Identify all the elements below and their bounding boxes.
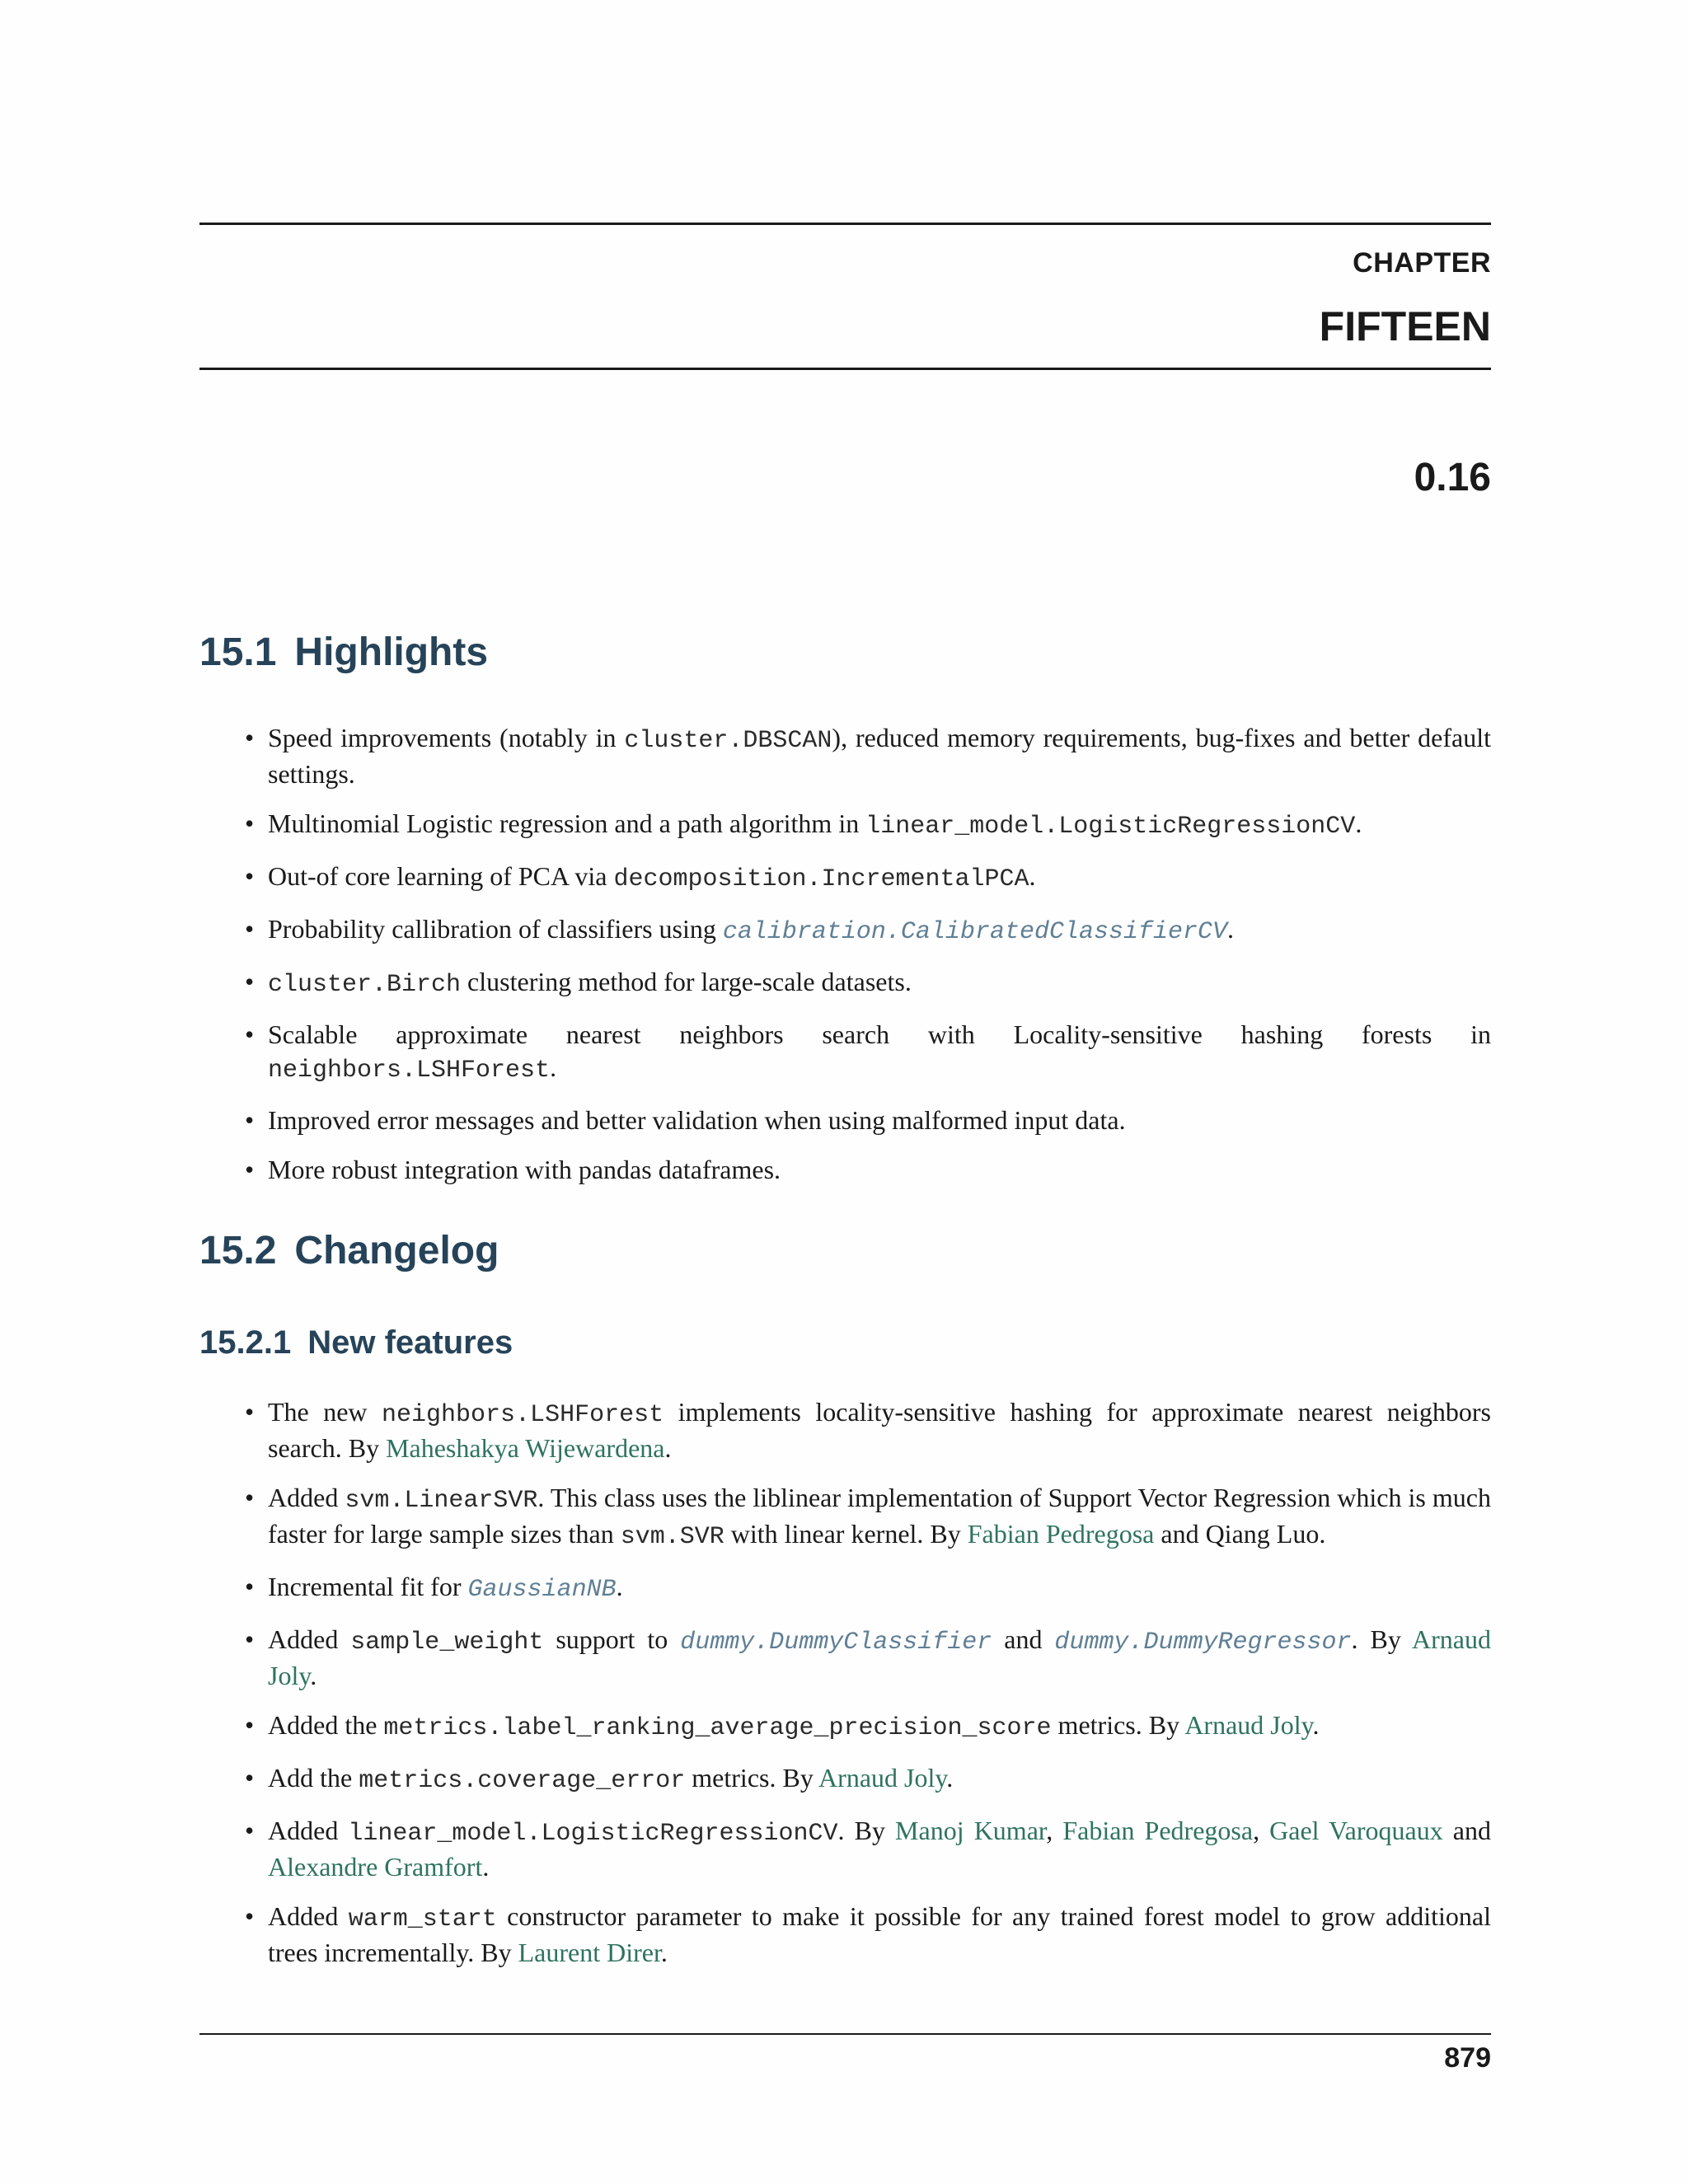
code-ref: svm.LinearSVR — [345, 1487, 538, 1515]
list-item: • cluster.Birch clustering method for large-scale datasets. — [199, 965, 1491, 1001]
list-item: • Out-of core learning of PCA via decomposition.IncrementalPCA. — [199, 860, 1491, 896]
list-item: • Added linear_model.LogisticRegressionCV. By Manoj Kumar, Fabian Pedregosa, Gael Varoquaux and Alexandre Gramfort. — [199, 1814, 1491, 1883]
chapter-name: FIFTEEN — [1319, 303, 1491, 349]
subsection-heading-new-features — [199, 1324, 513, 1361]
author-link[interactable]: Fabian Pedregosa — [967, 1519, 1155, 1549]
class-link[interactable]: dummy.DummyClassifier — [680, 1629, 992, 1657]
chapter-top-rule — [199, 223, 1491, 225]
list-item: • Improved error messages and better validation when using malformed input data. — [199, 1104, 1491, 1137]
author-link[interactable]: Maheshakya Wijewardena — [386, 1433, 665, 1463]
author-link[interactable]: Gael Varoquaux — [1269, 1816, 1443, 1845]
author-link[interactable]: Arnaud Joly — [268, 1624, 1491, 1690]
code-ref: metrics.coverage_error — [359, 1767, 686, 1795]
author-link[interactable]: Laurent Direr — [518, 1938, 661, 1967]
section-number: 15.2 — [199, 1229, 277, 1272]
author-link[interactable]: Manoj Kumar — [895, 1816, 1047, 1845]
list-item: • Probability callibration of classifiers using calibration.CalibratedClassifierCV. — [199, 912, 1491, 949]
section-heading-changelog — [199, 1228, 499, 1273]
list-item: • Added svm.LinearSVR. This class uses the liblinear implementation of Support Vector Regression which is much faster for large sample sizes than svm.SVR with linear kernel. By Fabian Pedregosa and Qiang Luo. — [199, 1481, 1491, 1554]
class-link[interactable]: GaussianNB — [467, 1576, 617, 1604]
author-link[interactable]: Arnaud Joly — [818, 1763, 947, 1793]
list-item: • Add the metrics.coverage_error metrics. By Arnaud Joly. — [199, 1761, 1491, 1797]
footer-rule — [199, 2033, 1491, 2035]
author-link[interactable]: Fabian Pedregosa — [1062, 1816, 1254, 1845]
code-ref: neighbors.LSHForest — [268, 1057, 551, 1085]
list-item: • Speed improvements (notably in cluster.DBSCAN), reduced memory requirements, bug-fixes and better default settings. — [199, 721, 1491, 790]
chapter-title: 0.16 — [1414, 456, 1491, 499]
author-link[interactable]: Alexandre Gramfort — [268, 1852, 483, 1882]
code-ref: warm_start — [348, 1905, 497, 1933]
list-item: • Added sample_weight support to dummy.DummyClassifier and dummy.DummyRegressor. By Arnaud Joly. — [199, 1623, 1491, 1692]
list-item: • Multinomial Logistic regression and a path algorithm in linear_model.LogisticRegressionCV. — [199, 807, 1491, 843]
page-number: 879 — [1444, 2042, 1491, 2074]
section-title: Changelog — [294, 1229, 499, 1272]
section-heading-highlights — [199, 630, 488, 675]
highlights-list — [199, 721, 1491, 1202]
code-ref: cluster.DBSCAN — [624, 727, 832, 755]
section-title: Highlights — [294, 630, 489, 674]
list-item: • Scalable approximate nearest neighbors search with Locality-sensitive hashing forests in neighbors.LSHForest. — [199, 1018, 1491, 1087]
code-ref: neighbors.LSHForest — [382, 1401, 664, 1429]
code-ref: linear_model.LogisticRegressionCV — [348, 1820, 838, 1848]
subsection-title: New features — [307, 1324, 513, 1361]
chapter-bottom-rule — [199, 368, 1491, 370]
code-ref: linear_model.LogisticRegressionCV — [865, 813, 1356, 841]
author-link[interactable]: Arnaud Joly — [1184, 1710, 1313, 1740]
section-number: 15.1 — [199, 630, 277, 674]
list-item: • Added warm_start constructor parameter to make it possible for any trained forest model to grow additional trees incrementally. By Laurent Direr. — [199, 1900, 1491, 1969]
code-ref: cluster.Birch — [268, 971, 462, 999]
list-item: • Added the metrics.label_ranking_average_precision_score metrics. By Arnaud Joly. — [199, 1708, 1491, 1745]
class-link[interactable]: calibration.CalibratedClassifierCV — [722, 918, 1227, 946]
new-features-list — [199, 1395, 1491, 1985]
code-ref: sample_weight — [350, 1629, 544, 1657]
chapter-label: CHAPTER — [1353, 247, 1491, 279]
code-ref: svm.SVR — [620, 1523, 724, 1551]
list-item: • The new neighbors.LSHForest implements locality-sensitive hashing for approximate nearest neighbors search. By Maheshakya Wijewardena. — [199, 1395, 1491, 1465]
list-item: • More robust integration with pandas dataframes. — [199, 1153, 1491, 1186]
class-link[interactable]: dummy.DummyRegressor — [1054, 1629, 1352, 1657]
code-ref: metrics.label_ranking_average_precision_score — [383, 1714, 1052, 1742]
code-ref: decomposition.IncrementalPCA — [613, 865, 1029, 893]
list-item: • Incremental fit for GaussianNB. — [199, 1570, 1491, 1606]
subsection-number: 15.2.1 — [199, 1324, 292, 1361]
